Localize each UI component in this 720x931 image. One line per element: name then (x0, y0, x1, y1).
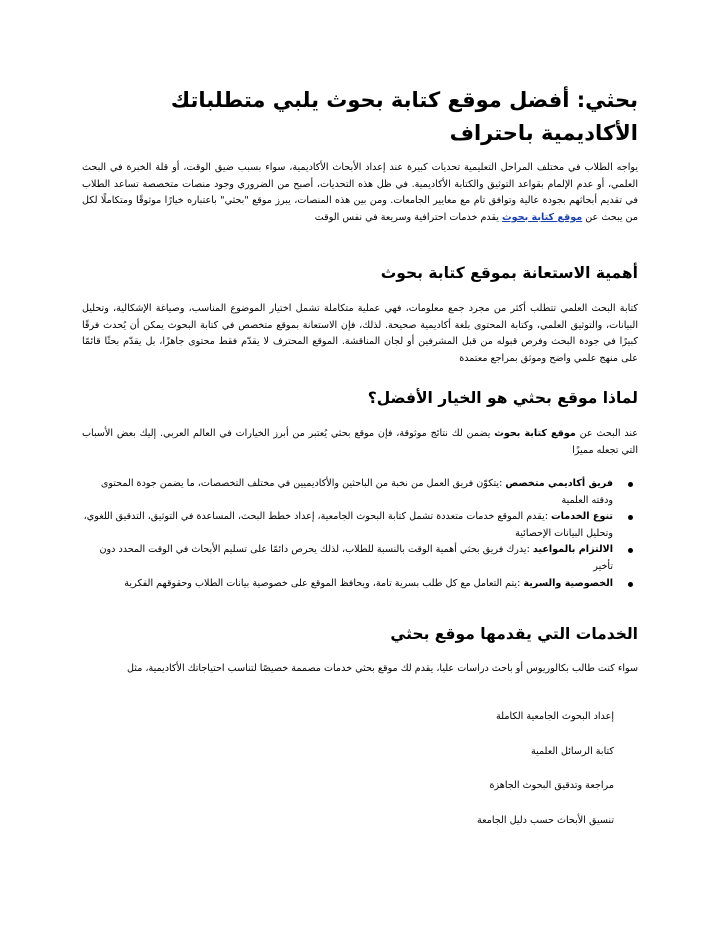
intro-paragraph (82, 160, 638, 226)
section1-heading: أهمية الاستعانة بموقع كتابة بحوث (380, 264, 638, 282)
section3-heading: الخدمات التي يقدمها موقع بحثي (390, 625, 638, 643)
section3-paragraph: سواء كنت طالب بكالوريوس أو باحث دراسات عليا، يقدم لك موقع بحثي خدمات مصممة خصيصًا لتناسب احتياجاتك الأكاديمية، مثل (127, 663, 638, 674)
page-title: بحثي: أفضل موقع كتابة بحوث يلبي متطلباتك الأكاديمية باحتراف (170, 88, 638, 145)
service-item: إعداد البحوث الجامعية الكاملة (496, 711, 614, 722)
section1-paragraph: كتابة البحث العلمي تتطلب أكثر من مجرد جمع معلومات، فهي عملية متكاملة تشمل اختيار الموضوع المناسب، وصياغة الإشكالية، وتحليل البيانات، والتوثيق العلمي، وكتابة المحتوى بلغة أكاديمية صحيحة. لذلك، فإن الاستعانة بموقع متخصص في كتابة البحوث يمكن أن يُحدث فرقًا كبيرًا في جودة البحث وفرص قبوله من قبل المشرفين أو لجان المناقشة. الموقع المحترف لا يقدّم فقط محتوى جاهزًا، بل يقدّم بحثًا قائمًا على منهج علمي واضح وموثق بمراجع معتمدة (82, 303, 638, 364)
list-item (82, 542, 638, 575)
list-item-desc: :يتم التعامل مع كل طلب بسرية تامة، ويحافظ الموقع على خصوصية بيانات الطلاب وحقوقهم الفكرية (124, 577, 524, 589)
list-item-term: فريق أكاديمي متخصص (505, 478, 613, 489)
list-item-term: تنوع الخدمات (551, 511, 613, 523)
list-item-desc: :يدرك فريق بحثي أهمية الوقت بالنسبة للطلاب، لذلك يحرص دائمًا على تسليم الأبحاث في الوقت المحدد دون تأخير (99, 544, 613, 572)
intro-text-after: يقدم خدمات احترافية وسريعة في نفس الوقت (314, 211, 503, 223)
bullet-icon (628, 548, 633, 553)
section2-text-before: عند البحث عن (575, 428, 638, 439)
list-item-term: الخصوصية والسرية (523, 577, 613, 589)
intro-text-before: يواجه الطلاب في مختلف المراحل التعليمية تحديات كبيرة عند إعداد الأبحاث الأكاديمية، سواء بسبب ضيق الوقت، أو قلة الخبرة في البحث العلمي، أو عدم الإلمام بقواعد التوثيق والكتابة الأكاديمية. في ظل هذه التحديات، أصبح من الضروري وجود منصات متخصصة تساعد الطلاب في تقديم أبحاثهم بجودة عالية وتوافق تام مع معايير الجامعات. ومن بين هذه المنصات، يبرز موقع "بحثي" باعتباره خيارًا موثوقًا ومتكاملًا لكل من يبحث عن (82, 162, 638, 223)
list-item (82, 476, 638, 509)
list-item-desc: :يقدم الموقع خدمات متعددة تشمل كتابة البحوث الجامعية، إعداد خطط البحث، المساعدة في التوثيق، التدقيق اللغوي، وتحليل البيانات الإحصائية (83, 511, 613, 539)
section2-text-after: يضمن لك نتائج موثوقة، فإن موقع بحثي يُعتبر من أبرز الخيارات في العالم العربي. إليك بعض الأسباب التي تجعله مميزًا (82, 428, 638, 456)
service-item: كتابة الرسائل العلمية (530, 745, 614, 757)
bullet-icon (628, 582, 633, 587)
bullet-icon (628, 515, 633, 520)
services-list (94, 709, 614, 847)
list-item (82, 576, 638, 593)
list-item-term: الالتزام بالمواعيد (532, 544, 613, 556)
list-item (82, 509, 638, 542)
service-item: مراجعة وتدقيق البحوث الجاهزة (489, 780, 614, 792)
section2-heading: لماذا موقع بحثي هو الخيار الأفضل؟ (367, 389, 638, 407)
bullet-icon (628, 482, 633, 487)
intro-link[interactable]: موقع كتابة بحوث (502, 211, 583, 223)
section2-paragraph (82, 426, 638, 459)
reasons-list (82, 476, 638, 592)
service-item: تنسيق الأبحاث حسب دليل الجامعة (476, 814, 614, 826)
list-item-desc: :يتكوّن فريق العمل من نخبة من الباحثين والأكاديميين في مختلف التخصصات، ما يضمن جودة المحتوى ودقته العلمية (100, 478, 613, 506)
section2-bold-phrase: موقع كتابة بحوث (494, 428, 576, 439)
